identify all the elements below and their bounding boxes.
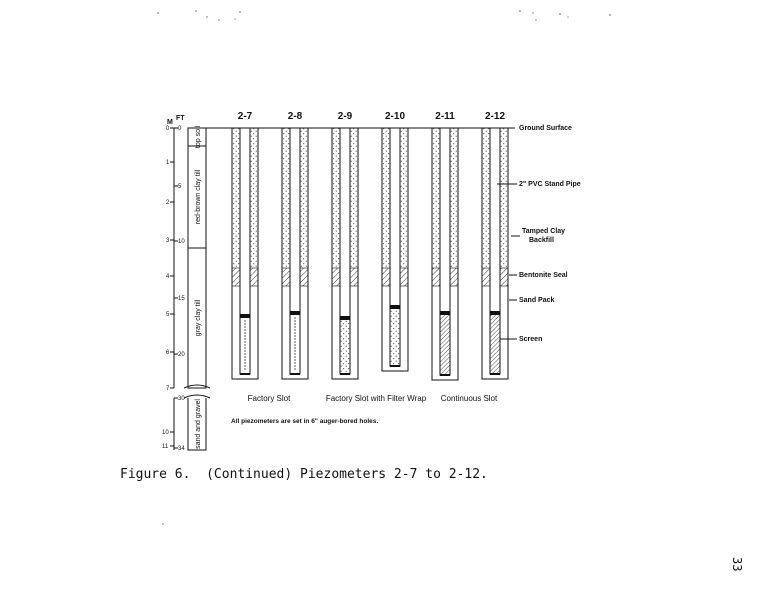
ft-tick-label: 15 <box>178 296 185 302</box>
m-tick-label: 11 <box>162 444 169 450</box>
bentonite-seal <box>450 268 458 286</box>
callout-label: Tamped Clay <box>522 228 566 235</box>
filter-wrap <box>391 309 400 366</box>
piezometer <box>282 128 308 379</box>
bentonite-seal <box>250 268 258 286</box>
end-cap <box>290 373 300 375</box>
bentonite-seal <box>232 268 240 286</box>
screen-coupling <box>340 316 350 320</box>
ft-tick <box>174 296 185 302</box>
ft-tick <box>174 239 185 245</box>
piezometer-id: 2-12 <box>484 111 506 122</box>
callout-label: Ground Surface <box>519 125 572 132</box>
m-tick <box>166 386 174 392</box>
callout-label: Backfill <box>529 237 554 244</box>
soil-layer-label: top soil <box>195 125 202 149</box>
backfill <box>382 128 390 268</box>
ft-tick <box>174 396 185 402</box>
piezometer <box>482 128 508 379</box>
end-cap <box>440 374 450 376</box>
backfill <box>350 128 358 268</box>
callout-label: 2" PVC Stand Pipe <box>519 181 581 188</box>
callout-label: Sand Pack <box>519 297 555 304</box>
backfill <box>282 128 290 268</box>
m-tick-label: 0 <box>166 126 170 132</box>
bentonite-seal <box>282 268 290 286</box>
ft-tick-label: 0 <box>178 126 182 132</box>
bentonite-seal <box>350 268 358 286</box>
piezometer-id: 2-9 <box>337 111 353 122</box>
piezometer-id: 2-10 <box>384 111 406 122</box>
backfill <box>300 128 308 268</box>
piezometer <box>332 128 358 379</box>
bentonite-seal <box>382 268 390 286</box>
backfill <box>500 128 508 268</box>
ft-tick <box>174 446 185 452</box>
soil-layer-label: sand and gravel <box>195 399 202 449</box>
end-cap <box>340 373 350 375</box>
m-tick <box>166 350 174 356</box>
m-tick <box>162 430 174 436</box>
callouts <box>497 125 581 343</box>
ft-tick-label: 5 <box>178 184 182 190</box>
screen-coupling <box>490 311 500 315</box>
figure-caption: Figure 6. (Continued) Piezometers 2-7 to 2-12. <box>120 467 488 482</box>
ft-tick <box>174 184 182 190</box>
piezometer-id: 2-11 <box>435 111 455 122</box>
piezometer-id: 2-7 <box>237 111 253 122</box>
piezometer <box>432 128 458 380</box>
bentonite-seal <box>332 268 340 286</box>
backfill <box>400 128 408 268</box>
stand-pipe <box>240 128 250 374</box>
continuous-screen <box>441 315 450 375</box>
m-tick-label: 5 <box>166 312 170 318</box>
backfill <box>450 128 458 268</box>
group-label: Factory Slot with Filter Wrap <box>325 394 427 403</box>
screen-coupling <box>390 305 400 309</box>
bentonite-seal <box>432 268 440 286</box>
filter-wrap <box>341 320 350 374</box>
piezometer <box>232 128 258 379</box>
m-tick-label: 7 <box>166 386 170 392</box>
backfill <box>482 128 490 268</box>
ft-tick-label: 10 <box>178 239 185 245</box>
m-tick-label: 1 <box>166 160 170 166</box>
bentonite-seal <box>300 268 308 286</box>
depth-scale <box>162 115 185 452</box>
stand-pipe <box>290 128 300 374</box>
ft-tick-label: 34 <box>178 446 185 452</box>
end-cap <box>490 373 500 375</box>
screen-coupling <box>440 311 450 315</box>
group-label: Factory Slot <box>247 394 291 403</box>
m-tick <box>166 238 174 244</box>
end-cap <box>240 373 250 375</box>
page-number: 33 <box>730 557 744 572</box>
m-tick-label: 2 <box>166 200 170 206</box>
ft-tick <box>174 352 185 358</box>
backfill <box>250 128 258 268</box>
end-cap <box>390 365 400 367</box>
screen-coupling <box>240 314 250 318</box>
footnote: All piezometers are set in 6" auger-bored holes. <box>231 418 379 425</box>
m-tick <box>162 444 174 450</box>
backfill <box>432 128 440 268</box>
m-tick-label: 6 <box>166 350 170 356</box>
m-axis-label: M <box>167 119 173 126</box>
soil-layer-label: red-brown clay till <box>195 169 202 225</box>
backfill <box>232 128 240 268</box>
m-tick <box>166 312 174 318</box>
m-tick-label: 4 <box>166 274 170 280</box>
soil-column <box>184 125 210 450</box>
group-label: Continuous Slot <box>440 394 498 403</box>
ft-tick <box>174 126 182 132</box>
bentonite-seal <box>400 268 408 286</box>
ft-tick-label: 20 <box>178 352 185 358</box>
piezometer-layer <box>232 128 508 380</box>
callout-label: Bentonite Seal <box>519 272 568 279</box>
piezometer-id: 2-8 <box>287 111 303 122</box>
bentonite-seal <box>482 268 490 286</box>
m-tick <box>166 200 174 206</box>
continuous-screen <box>491 315 500 374</box>
piezometer <box>382 128 408 371</box>
ft-axis-label: FT <box>176 115 185 122</box>
m-tick-label: 10 <box>162 430 169 436</box>
m-tick <box>166 274 174 280</box>
screen-coupling <box>290 311 300 315</box>
soil-layer-label: gray clay till <box>195 299 202 337</box>
callout-label: Screen <box>519 336 543 343</box>
backfill <box>332 128 340 268</box>
m-tick-label: 3 <box>166 238 170 244</box>
m-tick <box>166 160 174 166</box>
ft-tick-label: 30 <box>178 396 185 402</box>
m-tick <box>166 126 174 132</box>
bentonite-seal <box>500 268 508 286</box>
